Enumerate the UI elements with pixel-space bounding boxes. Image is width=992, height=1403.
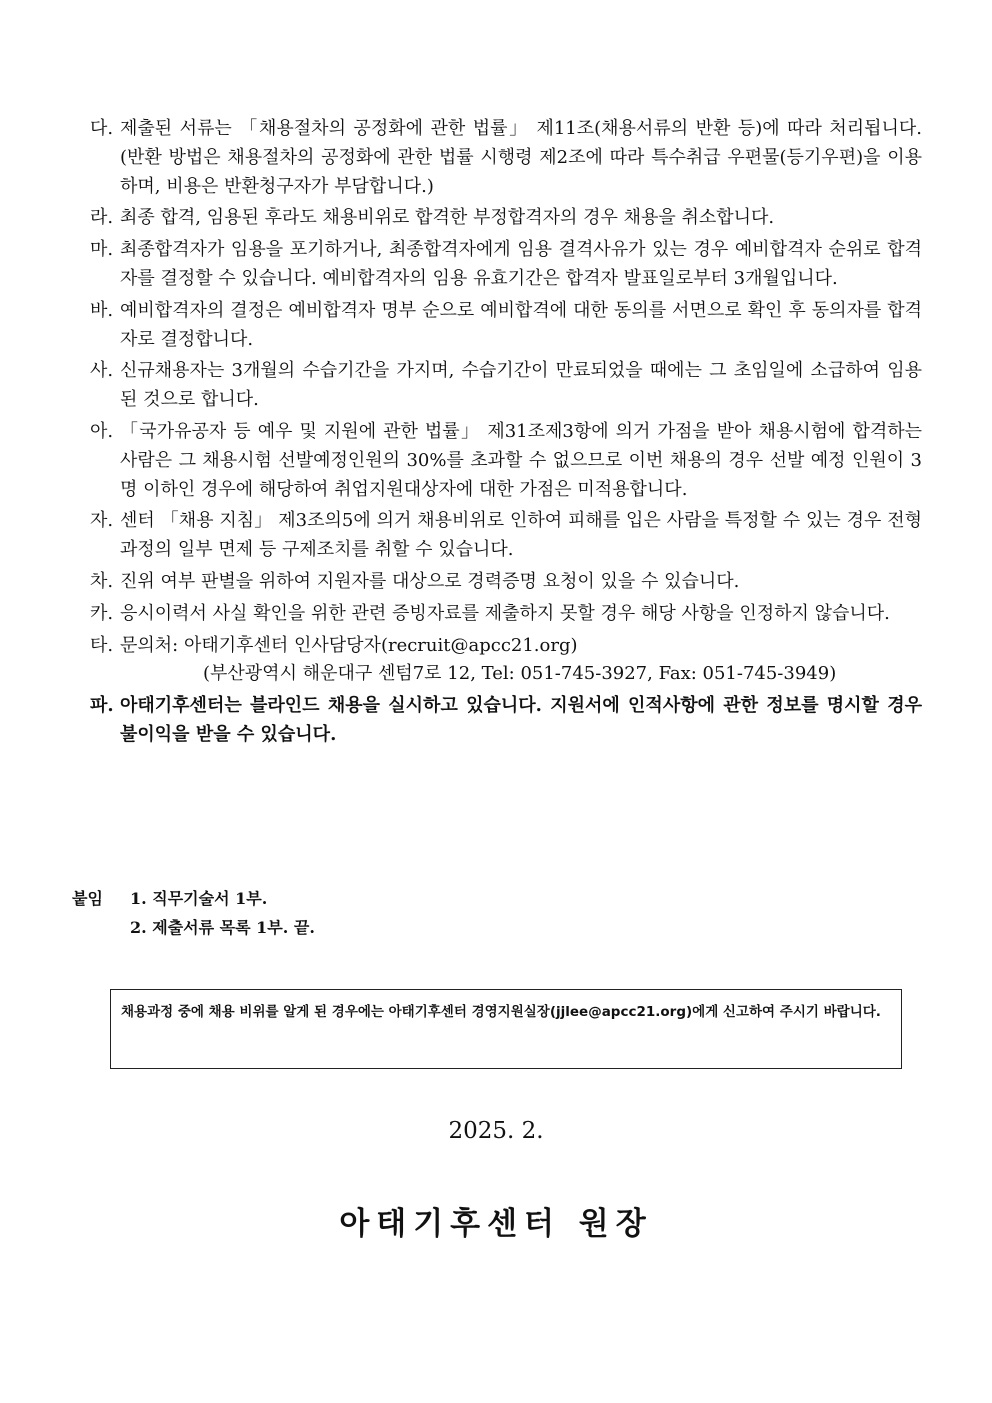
- attachments: [72, 884, 315, 942]
- list-item: [90, 204, 922, 233]
- item-text: 진위 여부 판별을 위하여 지원자를 대상으로 경력증명 요청이 있을 수 있습니다.: [120, 570, 740, 592]
- attachments-label: 붙임: [72, 889, 103, 908]
- contact-address: (부산광역시 해운대구 센텀7로 12, Tel: 051-745-3927, Fax: 051-745-3949): [203, 663, 837, 685]
- list-item-contact: [90, 632, 922, 661]
- list-item: [90, 507, 922, 565]
- item-text: 응시이력서 사실 확인을 위한 관련 증빙자료를 제출하지 못할 경우 해당 사항을 인정하지 않습니다.: [120, 602, 890, 624]
- notice-items: [90, 115, 922, 753]
- item-text: 신규채용자는 3개월의 수습기간을 가지며, 수습기간이 만료되었을 때에는 그 초임일에 소급하여 임용된 것으로 합니다.: [120, 360, 922, 411]
- item-text: 제출된 서류는 「채용절차의 공정화에 관한 법률」 제11조(채용서류의 반환 등)에 따라 처리됩니다.(반환 방법은 채용절차의 공정화에 관한 법률 시행령 제2조에 따라 특수취급 우편물(등기우편)을 이용하며, 비용은 반환청구자가 부담합니다.): [120, 118, 922, 197]
- document-date: 2025. 2.: [448, 1118, 544, 1144]
- item-marker: 파.: [90, 695, 114, 717]
- list-item: [90, 236, 922, 294]
- item-marker: 다.: [90, 118, 114, 139]
- item-text: 최종합격자가 임용을 포기하거나, 최종합격자에게 임용 결격사유가 있는 경우 예비합격자 순위로 합격자를 결정할 수 있습니다. 예비합격자의 임용 유효기간은 합격자 발표일로부터 3개월입니다.: [120, 239, 922, 289]
- item-marker: 마.: [90, 239, 114, 261]
- item-marker: 바.: [90, 299, 114, 321]
- blind-recruitment-item: [90, 692, 922, 750]
- list-item: [90, 357, 922, 415]
- item-marker: 사.: [90, 360, 114, 382]
- item-text: 문의처: 아태기후센터 인사담당자(recruit@apcc21.org): [120, 634, 578, 656]
- list-item: [90, 115, 922, 201]
- item-marker: 자.: [90, 510, 114, 532]
- item-text: 예비합격자의 결정은 예비합격자 명부 순으로 예비합격에 대한 동의를 서면으로 확인 후 동의자를 합격자로 결정합니다.: [120, 299, 922, 350]
- list-item: [90, 418, 922, 504]
- item-marker: 아.: [90, 420, 114, 442]
- item-text: 센터 「채용 지침」 제3조의5에 의거 채용비위로 인하여 피해를 입은 사람을 특정할 수 있는 경우 전형 과정의 일부 면제 등 구제조치를 취할 수 있습니다.: [120, 510, 922, 561]
- item-marker: 차.: [90, 570, 114, 592]
- attachment-line: 2. 제출서류 목록 1부. 끝.: [130, 918, 315, 937]
- item-marker: 타.: [90, 634, 114, 656]
- notice-box: 채용과정 중에 채용 비위를 알게 된 경우에는 아태기후센터 경영지원실장(jjlee@apcc21.org)에게 신고하여 주시기 바랍니다.: [110, 989, 902, 1069]
- list-item: [90, 568, 922, 597]
- item-text: 아태기후센터는 블라인드 채용을 실시하고 있습니다. 지원서에 인적사항에 관한 정보를 명시할 경우 불이익을 받을 수 있습니다.: [120, 695, 922, 745]
- item-text: 최종 합격, 임용된 후라도 채용비위로 합격한 부정합격자의 경우 채용을 취소합니다.: [120, 207, 775, 229]
- attachment-line: 1. 직무기술서 1부.: [130, 889, 268, 908]
- list-item: [90, 600, 922, 629]
- list-item: [90, 297, 922, 355]
- item-text: 「국가유공자 등 예우 및 지원에 관한 법률」 제31조제3항에 의거 가점을 받아 채용시험에 합격하는 사람은 그 채용시험 선발예정인원의 30%를 초과할 수 없으므로 이번 채용의 경우 선발 예정 인원이 3명 이하인 경우에 해당하여 취업지원대상자에 대한 가점은 미적용합니다.: [120, 420, 922, 500]
- item-marker: 라.: [90, 207, 114, 229]
- signature: 아태기후센터 원장: [339, 1206, 653, 1242]
- item-marker: 카.: [90, 602, 114, 624]
